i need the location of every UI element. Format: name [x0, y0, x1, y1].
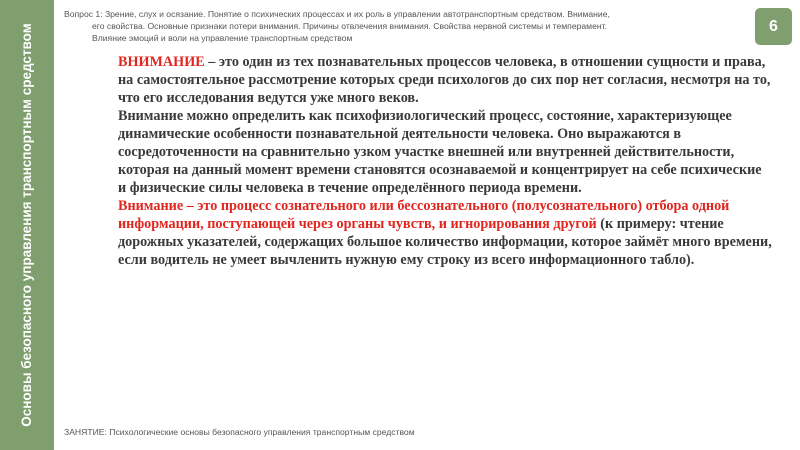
sidebar-title: Основы безопасного управления транспортным средством [19, 23, 34, 427]
term-attention: ВНИМАНИЕ [118, 54, 205, 70]
paragraph-3-text: (к примеру: чтение дорожных указателей, содержащих большое количество информации, которое займёт много времени, если водитель не умеет вычленить нужную ему строку из всего информационного табло). [118, 216, 772, 268]
sidebar [0, 0, 54, 450]
slide-number-badge: 6 [755, 8, 792, 45]
main-content [88, 53, 773, 269]
header-line-1: Вопрос 1: Зрение, слух и осязание. Понятие о психических процессах и их роль в управлении автотранспортным средством. Внимание, [64, 9, 610, 19]
definition-highlight: Внимание – это процесс сознательного или бессознательного (полусознательного) отбора одной информации, поступающей через органы чувств, и игнорирования другой [118, 198, 730, 232]
header-line-2: его свойства. Основные признаки потери внимания. Причины отвлечения внимания. Свойства нервной системы и темперамент. [92, 21, 607, 31]
paragraph-3 [88, 197, 773, 269]
lesson-footer: ЗАНЯТИЕ: Психологические основы безопасного управления транспортным средством [64, 427, 415, 437]
question-header [64, 8, 754, 44]
paragraph-1-text: – это один из тех познавательных процессов человека, в отношении сущности и права, на самостоятельное рассмотрение которых среди психологов до сих пор нет согласия, несмотря на то, что его исследования ведутся уже много веков. [118, 54, 771, 106]
header-line-3: Влияние эмоций и воли на управление транспортным средством [92, 33, 353, 43]
paragraph-1 [88, 53, 773, 107]
paragraph-2: Внимание можно определить как психофизиологический процесс, состояние, характеризующее динамические особенности познавательной деятельности человека. Оно выражаются в сосредоточенности на сравнительно узком участке внешней или внутренней действительности, которая на данный момент времени становятся осознаваемой и концентрирует на себе психические и физические силы человека в течение определённого периода времени. [118, 108, 762, 196]
